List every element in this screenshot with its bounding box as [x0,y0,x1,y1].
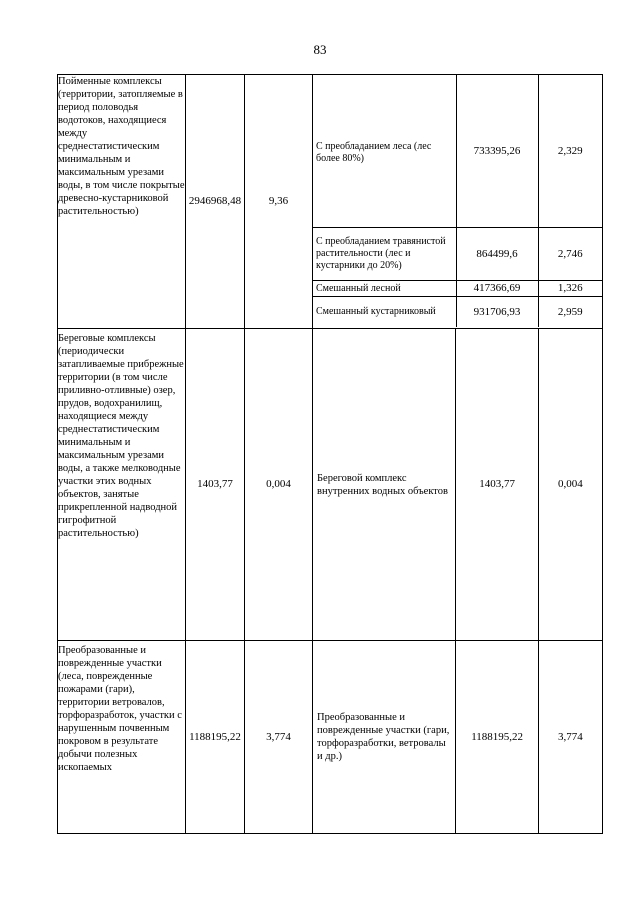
subtype-percent: 2,959 [538,296,602,327]
category-description: Пойменные комплексы (территории, затопляемые в период половодья водотоков, находящиеся между среднестатистическим минимальным и максимальным урезами воды, в том числе покрытые древесно-кустарниковой растительностью) [58,75,186,329]
category-percent: 0,004 [245,329,313,641]
subtype-area: 417366,69 [456,280,538,296]
category-description: Береговые комплексы (периодически затапливаемые прибрежные территории (в том числе приливно-отливные) озер, прудов, водохранилищ, находящиеся между среднестатистическим минимальным и максимальным урезами воды, а также мелководные участки этих водных объектов, занятые прикрепленной надводной гигрофитной растительностью) [58,329,186,641]
subtype-row [313,296,602,327]
page-number: 83 [313,42,327,57]
subtype-row [313,280,602,296]
category-area: 2946968,48 [186,75,245,329]
category-percent: 3,774 [245,641,313,834]
land-cover-table [57,74,603,834]
subtype-area: 1403,77 [456,329,538,641]
subtype-name: Смешанный кустарниковый [313,296,456,327]
subtype-percent: 2,746 [538,227,602,280]
subtype-percent: 3,774 [538,641,602,834]
table-row [58,75,603,329]
subtype-area: 864499,6 [456,227,538,280]
subtype-name: Береговой комплекс внутренних водных объектов [313,329,456,641]
table-row [58,641,603,834]
category-description: Преобразованные и поврежденные участки (леса, поврежденные пожарами (гари), территории ветровалов, торфоразработок, участки с нарушенным почвенным покровом в результате добычи полезных ископаемых [58,641,186,834]
subtype-area: 733395,26 [456,75,538,227]
subtype-name: Преобразованные и поврежденные участки (гари, торфоразработки, ветровалы и др.) [313,641,456,834]
subtype-percent: 0,004 [538,329,602,641]
subtype-percent: 2,329 [538,75,602,227]
category-area: 1403,77 [186,329,245,641]
subtypes-cell [313,75,603,329]
category-area: 1188195,22 [186,641,245,834]
subtype-name: Смешанный лесной [313,280,456,296]
subtype-percent: 1,326 [538,280,602,296]
subtype-row [313,75,602,227]
subtype-name: С преобладанием травянистой растительности (лес и кустарники до 20%) [313,227,456,280]
subtype-area: 931706,93 [456,296,538,327]
category-percent: 9,36 [245,75,313,329]
table-row [58,329,603,641]
subtypes-table [313,75,602,327]
subtype-area: 1188195,22 [456,641,538,834]
subtype-name: С преобладанием леса (лес более 80%) [316,141,432,164]
subtype-row [313,227,602,280]
